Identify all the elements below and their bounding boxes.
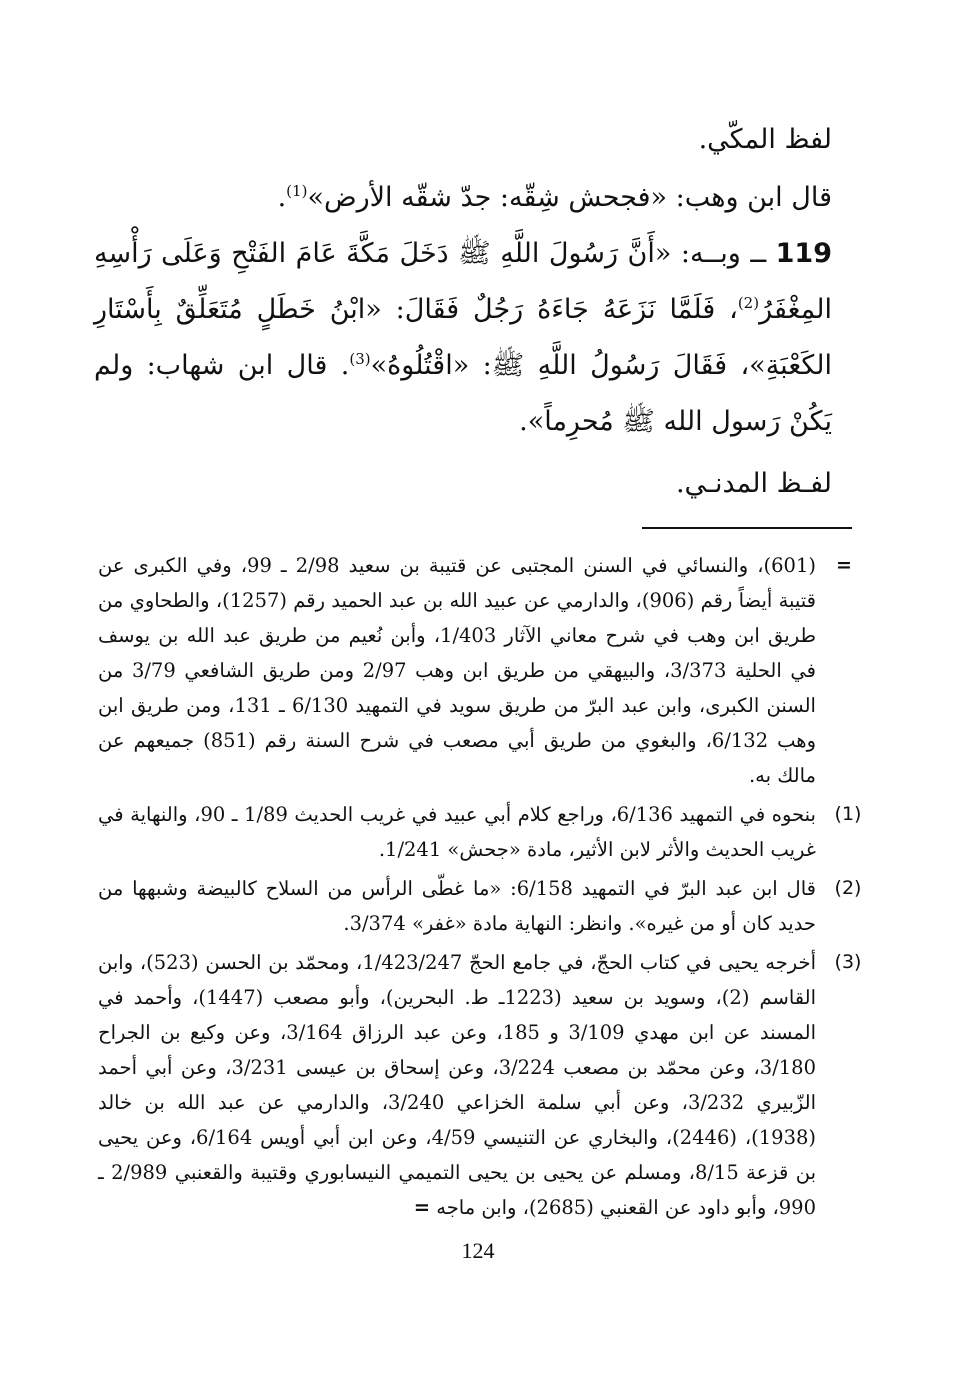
hadith-text-part-2: ، فَلَمَّا نَزَعَهُ جَاءَهُ رَجُلٌ فَقَالَ: «ابْنُ خَطَلٍ مُتَعَلِّقٌ بِأَسْتَارِ الكَعْبَةِ»، فَقَالَ رَسُولُ اللَّهِ ﷺ: «اقْتُلُوهُ» <box>94 294 832 381</box>
footnote-2 <box>98 871 868 941</box>
footnote-continuation <box>98 548 868 793</box>
footnote-ref-1: (1) <box>286 182 308 200</box>
footnotes <box>98 548 868 1229</box>
page-number: 124 <box>461 1238 495 1263</box>
footnote-2-mark: (2) <box>834 877 862 899</box>
hadith-text-part-1: ــ وبــه: «أَنَّ رَسُولَ اللَّهِ ﷺ دَخَلَ مَكَّةَ عَامَ الفَتْحِ وَعَلَى رَأْسِهِ المِغْفَرُ <box>94 238 832 325</box>
footnote-ref-3: (3) <box>349 350 371 368</box>
hadith-119 <box>94 226 832 450</box>
hadith-text-part-3: . قال ابن شهاب: ولم يَكُنْ رَسول الله ﷺ مُحرِماً». <box>94 350 832 437</box>
ibn-wahb-comment-end: . <box>277 182 287 213</box>
makki-wording-heading: لفظ المكّي. <box>698 124 832 155</box>
footnote-1 <box>98 797 868 867</box>
continuation-mark: = <box>836 554 852 576</box>
ibn-wahb-comment <box>94 170 832 226</box>
hadith-number: 119 <box>775 238 832 269</box>
main-text <box>94 112 832 512</box>
continuation-mark-end: = <box>413 1196 431 1219</box>
footnote-continuation-text: (601)، والنسائي في السنن المجتبى عن قتيبة بن سعيد 2/98 ـ 99، وفي الكبرى عن قتيبة أيضاً رقم (906)، والدارمي عن عبيد الله بن عبد الحميد رقم (1257)، والطحاوي من طريق ابن وهب في شرح معاني الآثار 1/403، وأبن نُعيم من طريق عبد الله بن يوسف في الحلية 3/373، والبيهقي من طريق ابن وهب 2/97 ومن طريق الشافعي 3/79 من السنن الكبرى، وابن عبد البرّ من طريق سويد في التمهيد 6/130 ـ 131، ومن طريق ابن وهب 6/132، والبغوي من طريق أبي مصعب في شرح السنة رقم (851) جميعهم عن مالك به. <box>98 554 817 787</box>
footnote-2-text: قال ابن عبد البرّ في التمهيد 6/158: «ما غطّى الرأس من السلاح كالبيضة وشبهها من حديد كان أو من غيره». وانظر: النهاية مادة «غفر» 3/374. <box>98 877 816 935</box>
ibn-wahb-comment-text: قال ابن وهب: «فجحش شِقّه: جدّ شقّه الأرض» <box>307 182 832 213</box>
footnote-3 <box>98 945 868 1225</box>
footnote-3-text: أخرجه يحيى في كتاب الحجّ، في جامع الحجّ 1/423/247، ومحمّد بن الحسن (523)، وابن القاسم (2)، وسويد بن سعيد (1223ـ ط. البحرين)، وأبو مصعب (1447)، وأحمد في المسند عن ابن مهدي 3/109 و 185، وعن عبد الرزاق 3/164، وعن وكيع بن الجراح 3/180، وعن محمّد بن مصعب 3/224، وعن إسحاق بن عيسى 3/231، وعن أبي أحمد الزّبيري 3/232، وعن أبي سلمة الخزاعي 3/240، والدارمي عن عبد الله بن خالد (1938)، (2446)، والبخاري عن التنيسي 4/59، وعن ابن أبي أويس 6/164، وعن يحيى بن قزعة 8/15، ومسلم عن يحيى بن يحيى التميمي النيسابوري وقتيبة والقعنبي 2/989 ـ 990، وأبو داود عن القعنبي (2685)، وابن ماجه <box>98 951 816 1219</box>
footnote-separator <box>642 527 852 529</box>
footnote-ref-2: (2) <box>737 294 760 312</box>
madani-wording-heading: لفـظ المدنـي. <box>675 468 832 499</box>
footnote-1-text: بنحوه في التمهيد 6/136، وراجع كلام أبي عبيد في غريب الحديث 1/89 ـ 90، والنهاية في غريب الحديث والأثر لابن الأثير، مادة «جحش» 1/241. <box>98 803 816 861</box>
footnote-1-mark: (1) <box>834 803 862 825</box>
footnote-3-mark: (3) <box>834 951 862 973</box>
